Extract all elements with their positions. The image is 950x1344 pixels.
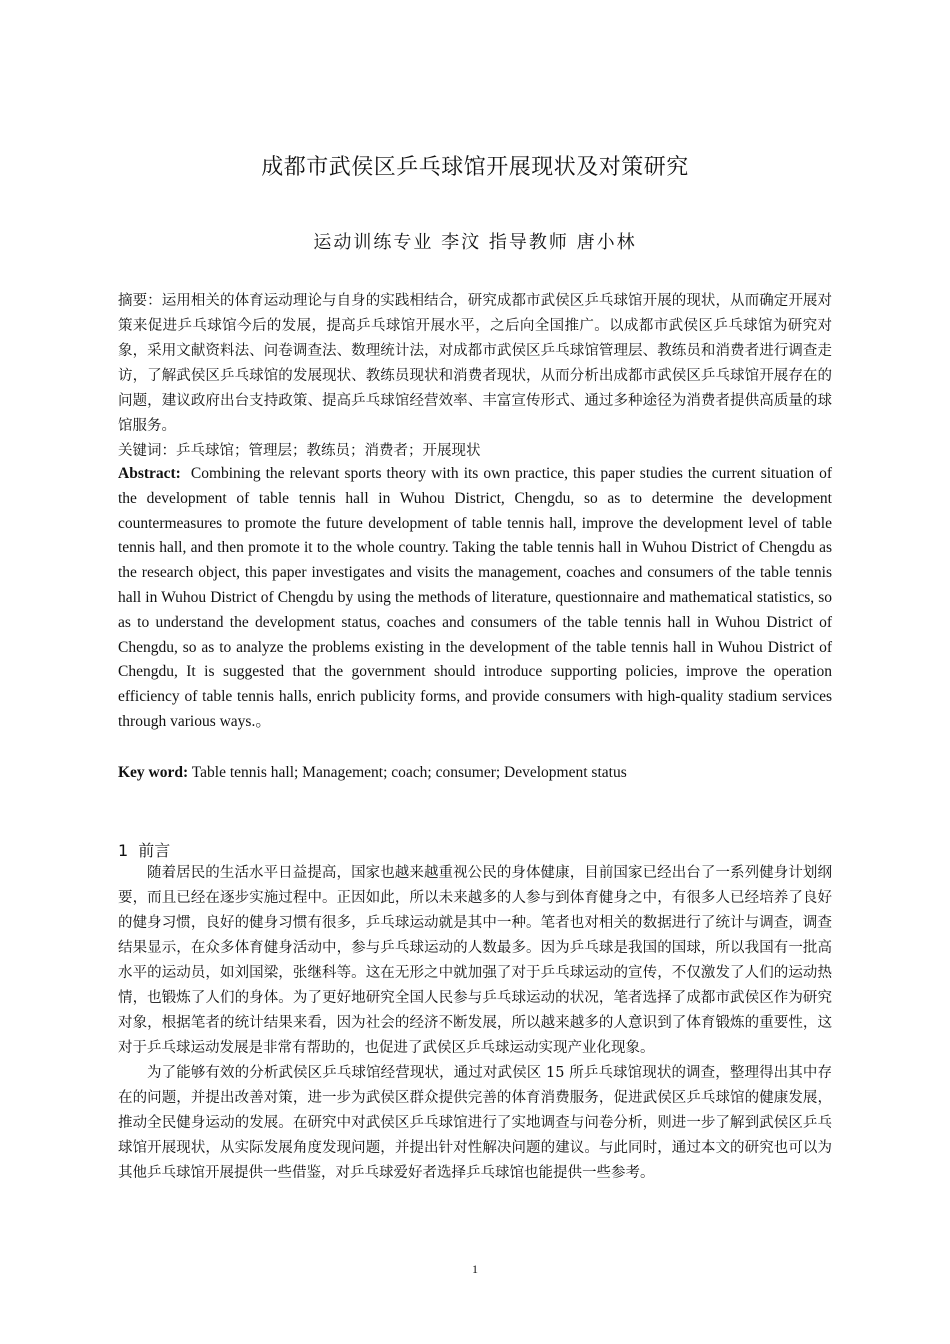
abstract-english-text: Combining the relevant sports theory with its own practice, this paper studies the current situation of the development of table tennis hall in Wuhou District, Chengdu, so as to determine the development countermeasures to promote the future development of table tennis hall, improve the development level of table tennis hall, and then promote it to the whole country. Taking the table tennis hall in Wuhou District of Chengdu as the research object, this paper investigates and visits the management, coaches and consumers of the table tennis hall in Wuhou District of Chengdu by using the methods of literature, questionnaire and mathematical statistics, so as to understand the development status, coaches and consumers of the table tennis hall in Wuhou District of Chengdu, so as to analyze the problems existing in the development of the table tennis hall in Wuhou District of Chengdu, It is suggested that the government should introduce supporting policies, improve the operation efficiency of table tennis halls, enrich publicity forms, and provide consumers with high-quality stadium services through various ways.。 — [118, 465, 833, 730]
section-heading-introduction — [118, 838, 170, 861]
abstract-english-label: Abstract: — [118, 465, 181, 482]
section-title: 前言 — [138, 841, 171, 860]
introduction-paragraph-2: 为了能够有效的分析武侯区乒乓球馆经营现状，通过对武侯区 15 所乒乓球馆现状的调查，整理得出其中存在的问题，并提出改善对策，进一步为武侯区群众提供完善的体育消费服务，促进武侯区乒乓球馆的健康发展，推动全民健身运动的发展。在研究中对武侯区乒乓球馆进行了实地调查与问卷分析，则进一步了解到武侯区乒乓球馆开展现状，从实际发展角度发现问题，并提出针对性解决问题的建议。与此同时，通过本文的研究也可以为其他乒乓球馆开展提供一些借鉴，对乒乓球爱好者选择乒乓球馆也能提供一些参考。 — [118, 1065, 832, 1181]
paper-title: 成都市武侯区乒乓球馆开展现状及对策研究 — [261, 155, 689, 180]
abstract-chinese-text: 运用相关的体育运动理论与自身的实践相结合，研究成都市武侯区乒乓球馆开展的现状，从而确定开展对策来促进乒乓球馆今后的发展，提高乒乓球馆开展水平，之后向全国推广。以成都市武侯区乒乓球馆为研究对象，采用文献资料法、问卷调查法、数理统计法，对成都市武侯区乒乓球馆管理层、教练员和消费者进行调查走访，了解武侯区乒乓球馆的发展现状、教练员现状和消费者现状，从而分析出成都市武侯区乒乓球馆开展存在的问题，建议政府出台支持政策、提高乒乓球馆经营效率、丰富宣传形式、通过多种途径为消费者提供高质量的球馆服务。 — [118, 293, 832, 434]
abstract-english — [118, 462, 832, 735]
page-number: 1 — [472, 1262, 478, 1276]
keywords-english-label: Key word: — [118, 764, 189, 781]
keywords-english-text: Table tennis hall; Management; coach; consumer; Development status — [191, 764, 627, 781]
author-line: 运动训练专业 李汶 指导教师 唐小林 — [313, 232, 637, 253]
keywords-chinese — [118, 439, 832, 464]
introduction-body — [118, 861, 832, 1186]
section-number: 1 — [118, 841, 129, 860]
introduction-paragraph-1: 随着居民的生活水平日益提高，国家也越来越重视公民的身体健康，目前国家已经出台了一系列健身计划纲要，而且已经在逐步实施过程中。正因如此，所以未来越多的人参与到体育健身之中，有很多人已经培养了良好的健身习惯，良好的健身习惯有很多，乒乓球运动就是其中一种。笔者也对相关的数据进行了统计与调查，调查结果显示，在众多体育健身活动中，参与乒乓球运动的人数最多。因为乒乓球是我国的国球，所以我国有一批高水平的运动员，如刘国梁，张继科等。这在无形之中就加强了对于乒乓球运动的宣传，不仅激发了人们的运动热情，也锻炼了人们的身体。为了更好地研究全国人民参与乒乓球运动的状况，笔者选择了成都市武侯区作为研究对象，根据笔者的统计结果来看，因为社会的经济不断发展，所以越来越多的人意识到了体育锻炼的重要性，这对于乒乓球运动发展是非常有帮助的，也促进了武侯区乒乓球运动实现产业化现象。 — [118, 865, 832, 1056]
keywords-chinese-label: 关键词： — [118, 443, 176, 459]
abstract-chinese-label: 摘要： — [118, 293, 162, 309]
abstract-chinese — [118, 289, 832, 439]
keywords-chinese-text: 乒乓球馆；管理层；教练员；消费者；开展现状 — [176, 443, 481, 459]
keywords-english — [118, 761, 832, 786]
